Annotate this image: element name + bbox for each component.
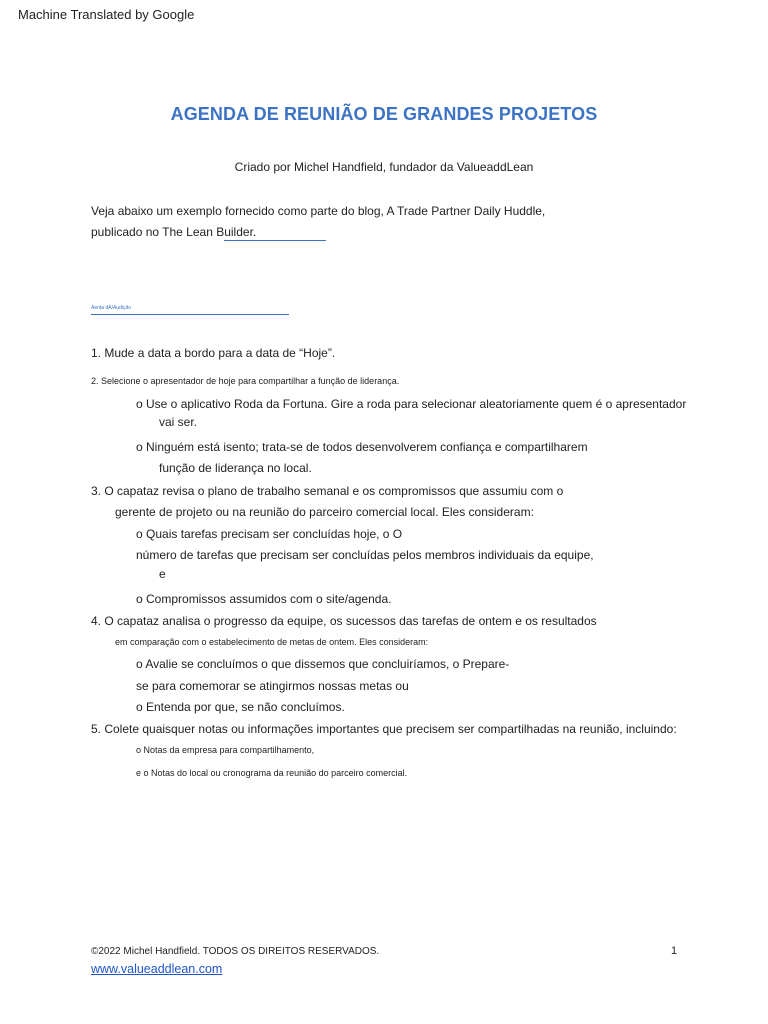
agenda-item-2: 2. Selecione o apresentador de hoje para compartilhar a função de liderança.: [91, 376, 400, 386]
agenda-subitem-continued: e: [159, 567, 166, 581]
agenda-item-4: 4. O capataz analisa o progresso da equipe, os sucessos das tarefas de ontem e os resultados: [91, 614, 597, 628]
agenda-subitem-continued: função de liderança no local.: [159, 461, 312, 475]
agenda-subitem: o Ninguém está isento; trata-se de todos desenvolverem confiança e compartilharem: [136, 440, 588, 454]
small-heading-link[interactable]: Aenta dA/Audição: [91, 305, 132, 311]
footer-website-link[interactable]: www.valueaddlean.com: [91, 962, 223, 976]
intro-line-2: publicado no The Lean Builder.: [91, 225, 257, 239]
agenda-item-5: 5. Colete quaisquer notas ou informações importantes que precisem ser compartilhadas na reunião, incluindo:: [91, 722, 677, 736]
agenda-subitem-continued: vai ser.: [159, 415, 198, 429]
agenda-subitem: o Quais tarefas precisam ser concluídas hoje, o O: [136, 527, 403, 541]
page-number: 1: [671, 945, 678, 957]
agenda-item-3: 3. O capataz revisa o plano de trabalho semanal e os compromissos que assumiu com o: [91, 484, 564, 498]
agenda-subitem-continued: se para comemorar se atingirmos nossas metas ou: [136, 679, 409, 693]
document-subtitle: Criado por Michel Handfield, fundador da ValueaddLean: [234, 160, 534, 174]
blog-link-underline[interactable]: [224, 240, 326, 241]
agenda-subitem: o Use o aplicativo Roda da Fortuna. Gire a roda para selecionar aleatoriamente quem é o apresentador: [136, 397, 687, 411]
agenda-subitem: o Avalie se concluímos o que dissemos que concluiríamos, o Prepare-: [136, 657, 510, 671]
small-heading-underline: [91, 314, 289, 315]
agenda-subitem-continued: número de tarefas que precisam ser concluídas pelos membros individuais da equipe,: [136, 548, 594, 562]
agenda-subitem: o Notas da empresa para compartilhamento,: [136, 745, 315, 755]
agenda-item-1: 1. Mude a data a bordo para a data de “Hoje”.: [91, 346, 336, 360]
agenda-item-3-continued: gerente de projeto ou na reunião do parceiro comercial local. Eles consideram:: [115, 505, 534, 519]
agenda-subitem: o Entenda por que, se não concluímos.: [136, 700, 345, 714]
footer-copyright: ©2022 Michel Handfield. TODOS OS DIREITOS RESERVADOS.: [91, 946, 380, 957]
agenda-item-4-continued: em comparação com o estabelecimento de metas de ontem. Eles consideram:: [115, 637, 429, 647]
translation-banner: Machine Translated by Google: [18, 7, 195, 22]
intro-line-1: Veja abaixo um exemplo fornecido como parte do blog, A Trade Partner Daily Huddle,: [91, 204, 546, 218]
agenda-subitem: e o Notas do local ou cronograma da reunião do parceiro comercial.: [136, 768, 408, 778]
agenda-subitem: o Compromissos assumidos com o site/agenda.: [136, 592, 392, 606]
document-title: AGENDA DE REUNIÃO DE GRANDES PROJETOS: [170, 104, 598, 124]
